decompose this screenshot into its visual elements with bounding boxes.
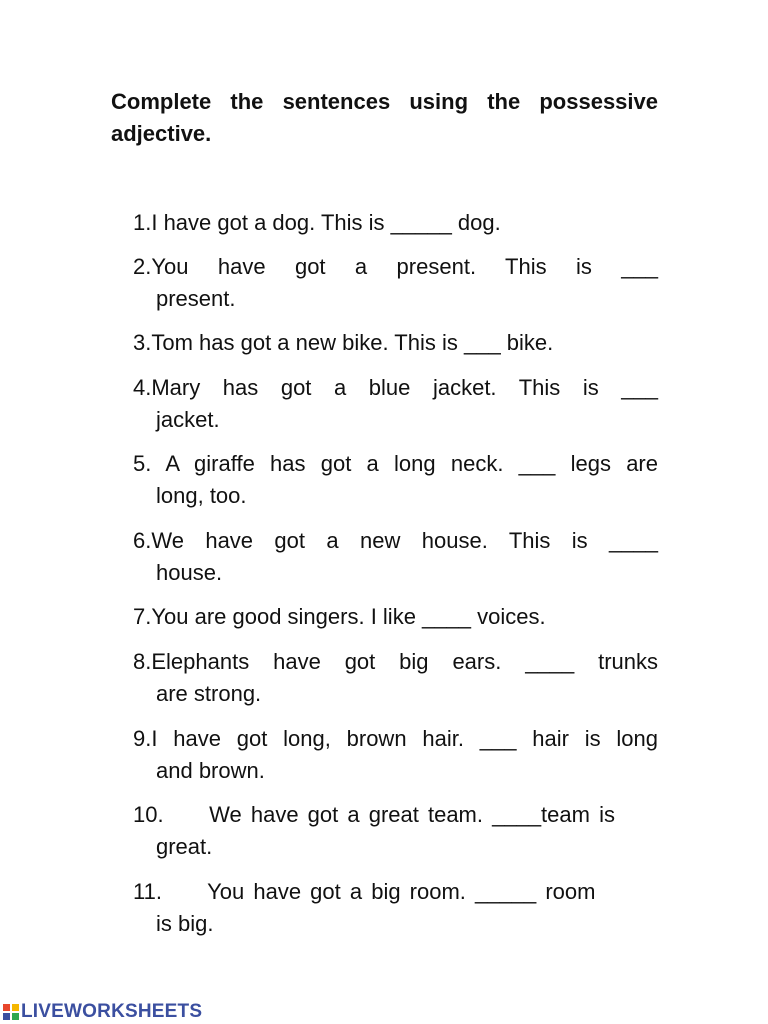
logo-text: LIVEWORKSHEETS [21,1001,203,1022]
exercise-item [133,646,658,710]
exercise-text: 11. You have got a big room. _____ room [133,879,596,904]
exercise-text: 7.You are good singers. I like ____ voices. [133,604,546,629]
exercise-text-continued: present. [156,286,236,311]
exercise-text-continued: great. [156,834,213,859]
exercise-text: 3.Tom has got a new bike. This is ___ bike. [133,330,554,355]
exercise-item [133,799,658,863]
exercise-text: 6.We have got a new house. This is ____ [133,528,658,553]
exercise-item [133,372,658,436]
exercise-text-continued: house. [156,560,223,585]
instruction-heading: Complete the sentences using the possessive adjective. [111,89,658,146]
exercise-text: 10. We have got a great team. ____team is [133,802,615,827]
liveworksheets-logo[interactable] [3,1000,202,1024]
exercise-text: 5. A giraffe has got a long neck. ___ legs are [133,451,658,476]
exercise-text: 9.I have got long, brown hair. ___ hair is long [133,726,658,751]
exercise-item [133,723,658,787]
exercise-text-continued: jacket. [156,407,220,432]
exercise-text-continued: are strong. [156,681,262,706]
exercise-text-continued: is big. [156,911,214,936]
exercise-item [133,525,658,589]
exercise-text: 8.Elephants have got big ears. ____ trunks [133,649,658,674]
exercise-text: 4.Mary has got a blue jacket. This is ___ [133,375,658,400]
liveworksheets-logo-icon [3,1004,19,1020]
exercise-item [133,601,658,633]
exercise-item [133,251,658,315]
exercise-item [133,448,658,512]
exercise-text: 1.I have got a dog. This is _____ dog. [133,210,501,235]
exercise-item [133,207,658,239]
exercise-text: 2.You have got a present. This is ___ [133,254,658,279]
exercise-item [133,327,658,359]
exercise-text-continued: long, too. [156,483,247,508]
exercise-item [133,876,658,940]
exercise-text-continued: and brown. [156,758,265,783]
